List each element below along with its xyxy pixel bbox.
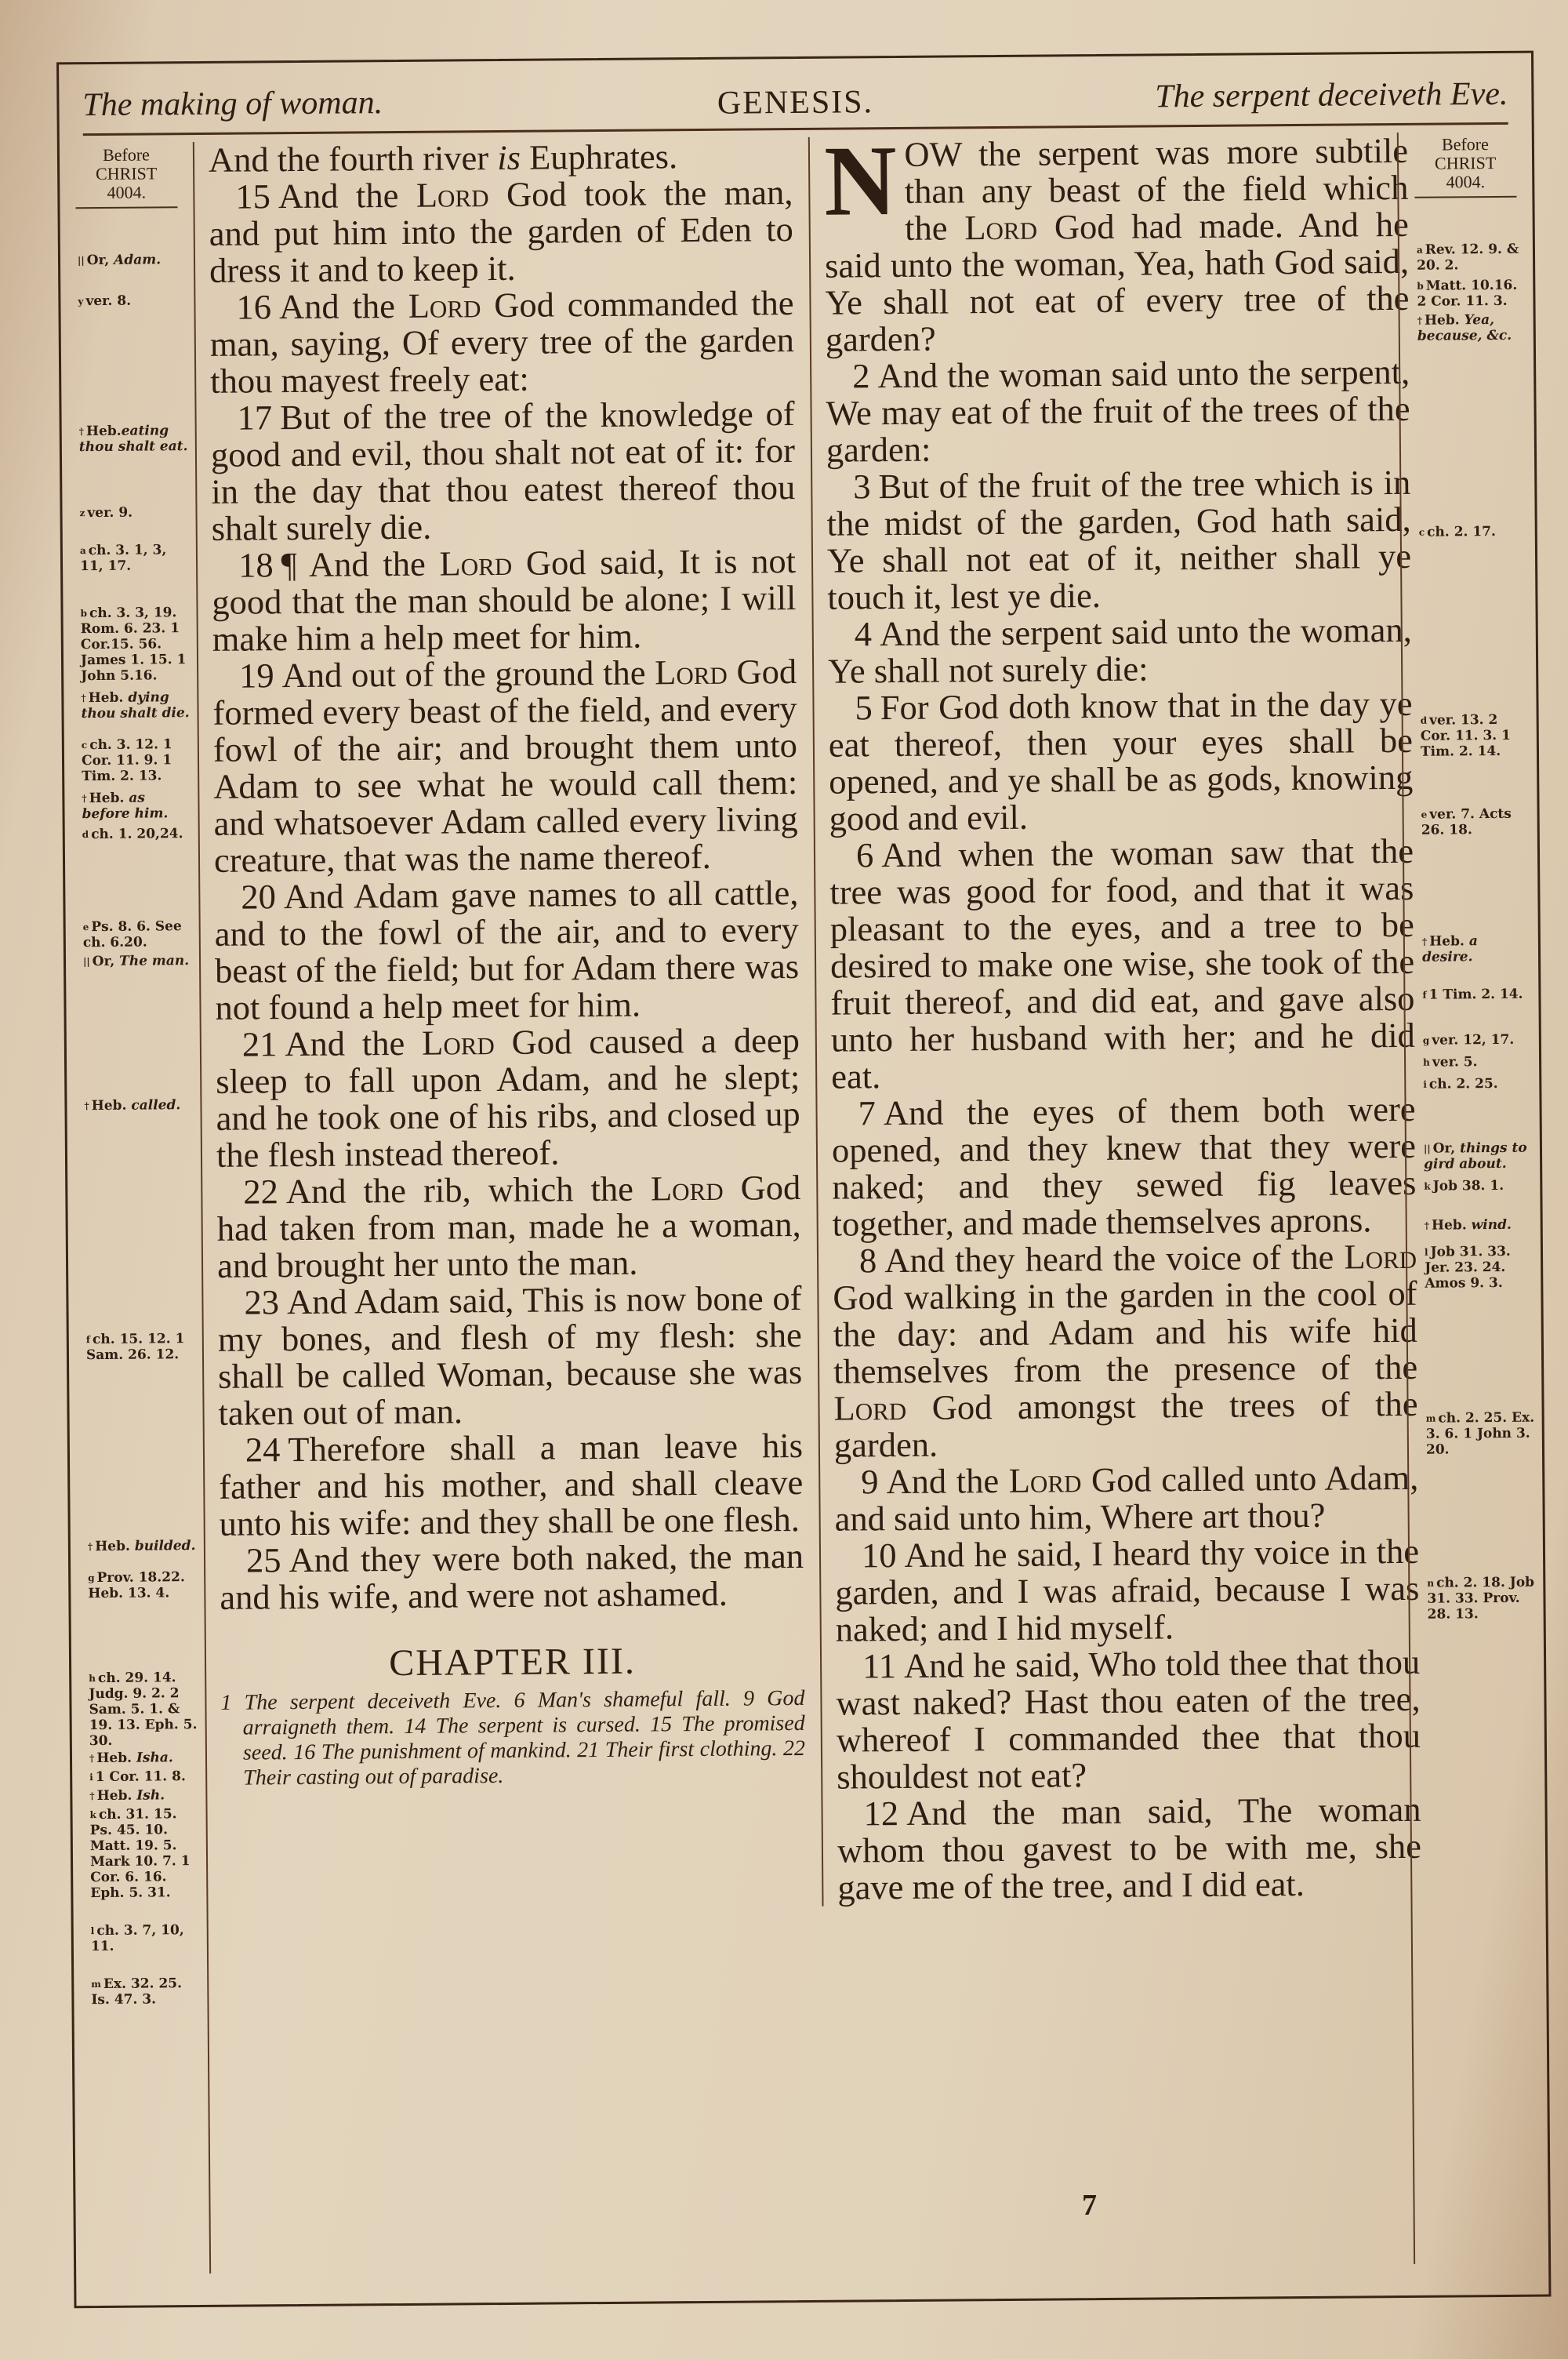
lord-small-caps: Lord xyxy=(833,1387,907,1428)
chapter-2-verses xyxy=(209,174,804,1616)
verse-number: 2 xyxy=(852,356,870,396)
verse-number: 7 xyxy=(858,1093,877,1133)
verse: 17 But of the tree of the knowledge of good and evil, thou shalt not eat of it: for in the day that thou eatest thereof thou shalt surely die. xyxy=(210,394,796,548)
verse: 3 But of the fruit of the tree which is in the midst of the garden, God hath said, Ye shall not eat of it, neither shall ye touch it, lest ye die. xyxy=(826,462,1412,617)
reference-italic: builded. xyxy=(134,1538,196,1554)
margin-reference: $^d$ ver. 13. 2 Cor. 11. 3. 1 Tim. 2. 14. xyxy=(1420,711,1512,760)
lord-small-caps: Lord xyxy=(421,1023,495,1063)
lord-small-caps: Lord xyxy=(408,285,481,325)
verse: 7 And the eyes of them both were opened, and they knew that they were naked; and they sewed fig leaves together, and made themselves aprons. xyxy=(831,1089,1417,1244)
verse: 6 And when the woman saw that the tree was good for food, and that it was pleasant to the eyes, and a tree to be desired to make one wise, she took of the fruit thereof, and did eat, and gave also unto her husband with her; and he did eat. xyxy=(829,831,1416,1096)
reference-mark: g xyxy=(1422,1034,1430,1046)
verse: 25 And they were both naked, the man and his wife, and were not ashamed. xyxy=(220,1536,804,1617)
verse-number: 20 xyxy=(241,877,277,917)
page-number: 7 xyxy=(1082,2189,1097,2222)
verse-number: 23 xyxy=(244,1282,280,1322)
reference-mark: † xyxy=(87,1541,93,1553)
margin-reference: † Heb.eating thou shalt eat. xyxy=(78,423,188,456)
margin-reference: $^b$ Matt. 10.16. 2 Cor. 11. 3. xyxy=(1417,277,1518,310)
verse: 10 And he said, I heard thy voice in the garden, and I was afraid, because I was naked; and I hid myself. xyxy=(835,1531,1420,1649)
reference-italic: as before him. xyxy=(82,790,169,823)
chapter-summary: 1 The serpent deceiveth Eve. 6 Man's shameful fall. 9 God arraigneth them. 14 The serpent is cursed. 15 The promised seed. 16 The punishment of mankind. 21 Their first clothing. 22 Their casting out of paradise. xyxy=(220,1685,806,1790)
lord-small-caps: Lord xyxy=(654,652,728,692)
reference-mark: i xyxy=(89,1772,93,1783)
reference-italic: Ish. xyxy=(136,1787,165,1804)
dating-label: Before xyxy=(1441,134,1489,154)
reference-italic: Yea, because, &c. xyxy=(1417,312,1512,344)
reference-mark: || xyxy=(1423,1143,1431,1154)
lord-small-caps: Lord xyxy=(650,1168,724,1209)
verse: 15 And the Lord God took the man, and put him into the garden of Eden to dress it and to keep it. xyxy=(209,173,793,290)
verse-number: 25 xyxy=(245,1540,281,1580)
verse-number: 22 xyxy=(243,1172,279,1212)
margin-reference: $^z$ ver. 9. xyxy=(79,504,133,522)
chapter-heading: CHAPTER III. xyxy=(389,1640,637,1685)
reference-italic: Adam. xyxy=(114,252,162,268)
running-header xyxy=(82,67,1508,136)
verse-number: 19 xyxy=(238,656,274,696)
reference-italic: The man. xyxy=(119,953,190,969)
dating-label: CHRIST xyxy=(1434,152,1497,173)
margin-reference: $^g$ ver. 12, 17. xyxy=(1422,1031,1515,1049)
verse-number: 4 xyxy=(854,614,873,654)
verse: 24 Therefore shall a man leave his father and his mother, and shall cleave unto his wife: and they shall be one flesh. xyxy=(219,1425,804,1543)
verse: 16 And the Lord God commanded the man, saying, Of every tree of the garden thou mayest freely eat: xyxy=(209,283,795,401)
margin-reference: $^g$ Prov. 18.22. Heb. 13. 4. xyxy=(88,1569,185,1602)
reference-mark: z xyxy=(79,507,85,519)
dating-year: 4004. xyxy=(107,182,147,202)
verse-number: 24 xyxy=(245,1430,281,1470)
verse: 12 And the man said, The woman whom thou gavest to be with me, she gave me of the tree, and I did eat. xyxy=(837,1789,1422,1907)
margin-reference: $^k$ Job 38. 1. xyxy=(1424,1177,1504,1194)
reference-mark: h xyxy=(1423,1056,1430,1068)
left-running-title: The making of woman. xyxy=(82,85,383,124)
verse: NOW the serpent was more subtile than any beast of the field which the Lord God had made. And he said unto the woman, Yea, hath God said, Ye shall not eat of every tree of the garden? xyxy=(823,124,1410,359)
margin-reference: † Heb. Isha. xyxy=(89,1750,173,1767)
margin-reference: || Or, Adam. xyxy=(77,252,162,269)
dating-year: 4004. xyxy=(1446,172,1486,192)
verse-number: 3 xyxy=(853,467,871,507)
reference-mark: † xyxy=(82,793,87,805)
verse: 20 And Adam gave names to all cattle, and to the fowl of the air, and to every beast of the field; but for Adam there was not found a help meet for him. xyxy=(214,872,800,1027)
margin-reference: $^c$ ch. 2. 17. xyxy=(1418,523,1496,540)
reference-mark: k xyxy=(1424,1180,1431,1192)
dating-block-right xyxy=(1414,132,1517,198)
verse: 23 And Adam said, This is now bone of my bones, and flesh of my flesh: she shall be called Woman, because she was taken out of man. xyxy=(217,1278,803,1433)
verse-number: 16 xyxy=(236,287,272,327)
lord-small-caps: Lord xyxy=(1344,1236,1417,1277)
reference-mark: a xyxy=(1416,244,1423,256)
reference-mark: † xyxy=(84,1100,89,1112)
margin-reference: $^i$ 1 Cor. 11. 8. xyxy=(89,1768,186,1786)
margin-reference: $^k$ ch. 31. 15. Ps. 45. 10. Matt. 19. 5. Mark 10. 7. 1 Cor. 6. 16. Eph. 5. 31. xyxy=(89,1806,191,1902)
margin-reference: $^y$ ver. 8. xyxy=(78,293,132,310)
margin-reference: $^d$ ch. 1. 20,24. xyxy=(82,826,183,843)
margin-reference: $^e$ ver. 7. Acts 26. 18. xyxy=(1421,805,1512,838)
margin-reference: $^a$ Rev. 12. 9. & 20. 2. xyxy=(1416,241,1519,274)
reference-mark: † xyxy=(78,426,85,438)
right-margin xyxy=(1397,132,1548,2264)
margin-reference: $^i$ ch. 2. 25. xyxy=(1423,1075,1498,1092)
reference-mark: e xyxy=(1421,809,1428,820)
reference-mark: f xyxy=(1422,989,1427,1001)
reference-mark: † xyxy=(1417,314,1423,326)
reference-mark: † xyxy=(89,1753,95,1765)
verse: 4 And the serpent said unto the woman, Ye shall not surely die: xyxy=(827,609,1412,691)
margin-reference: † Heb. called. xyxy=(84,1097,181,1114)
verse-number: 18 xyxy=(238,545,274,585)
reference-italic: wind. xyxy=(1471,1216,1512,1234)
margin-reference: $^e$ Ps. 8. 6. See ch. 6.20. xyxy=(82,918,182,951)
verse-number: 9 xyxy=(861,1462,879,1502)
verse: 21 And the Lord God caused a deep sleep to fall upon Adam, and he slept; and he took one of his ribs, and closed up the flesh instead thereof. xyxy=(216,1020,800,1175)
margin-reference: † Heb. wind. xyxy=(1424,1216,1512,1234)
reference-mark: c xyxy=(81,740,88,751)
reference-mark: e xyxy=(82,921,89,933)
reference-italic: eating thou shalt eat. xyxy=(78,423,188,456)
reference-italic: Isha. xyxy=(136,1750,173,1766)
reference-mark: l xyxy=(90,1925,95,1937)
verse: 22 And the rib, which the Lord God had taken from man, made he a woman, and brought her unto the man. xyxy=(216,1167,801,1285)
verse: 9 And the Lord God called unto Adam, and said unto him, Where art thou? xyxy=(834,1457,1419,1539)
verse-number: 10 xyxy=(861,1536,897,1576)
text-column-1 xyxy=(209,137,805,1791)
reference-mark: † xyxy=(89,1790,95,1802)
margin-reference: $^c$ ch. 3. 12. 1 Cor. 11. 9. 1 Tim. 2. 13. xyxy=(81,736,172,785)
margin-reference: $^m$ ch. 2. 25. Ex. 3. 6. 1 John 3. 20. xyxy=(1425,1409,1535,1458)
reference-mark: || xyxy=(77,255,85,267)
left-margin xyxy=(60,142,211,2274)
verse: 8 And they heard the voice of the Lord God walking in the garden in the cool of the day: and Adam and his wife hid themselves from the presence of the Lord God amongst the trees of the garden. xyxy=(833,1236,1418,1465)
margin-reference: $^h$ ch. 29. 14. Judg. 9. 2. 2 Sam. 5. 1. & 19. 13. Eph. 5. 30. xyxy=(89,1670,198,1750)
verse: 19 And out of the ground the Lord God formed every beast of the field, and every fowl of the air; and brought them unto Adam to see what he would call them: and whatsoever Adam called every living creature, that was the name thereof. xyxy=(212,652,798,880)
reference-mark: l xyxy=(1424,1246,1428,1258)
margin-reference: † Heb. as before him. xyxy=(82,790,169,823)
verse: 11 And he said, Who told thee that thou wast naked? Hast thou eaten of the tree, whereof I commanded thee that thou shouldest not eat? xyxy=(836,1641,1421,1797)
reference-mark: k xyxy=(89,1809,96,1821)
verse-number: 15 xyxy=(235,176,271,216)
margin-reference: $^f$ ch. 15. 12. 1 Sam. 26. 12. xyxy=(85,1331,185,1364)
dating-label: Before xyxy=(102,144,150,165)
page-frame xyxy=(56,51,1551,2309)
reference-mark: f xyxy=(85,1334,91,1346)
reference-mark: † xyxy=(1421,936,1428,947)
verse-number: 5 xyxy=(855,688,873,728)
reference-mark: m xyxy=(91,1979,102,1990)
verse-number: 17 xyxy=(237,398,273,438)
lord-small-caps: Lord xyxy=(1008,1460,1082,1500)
reference-mark: c xyxy=(1418,526,1425,538)
verse-number: 6 xyxy=(855,835,874,875)
margin-reference: || Or, things to gird about. xyxy=(1423,1140,1527,1172)
reference-mark: † xyxy=(1424,1219,1430,1231)
verse-number: 21 xyxy=(241,1024,278,1064)
verse-number: 11 xyxy=(862,1646,897,1686)
book-title: GENESIS. xyxy=(717,84,874,122)
reference-mark: h xyxy=(89,1673,96,1685)
reference-mark: || xyxy=(82,956,90,968)
verse: 5 For God doth know that in the day ye eat thereof, then your eyes shall be opened, and ye shall be as gods, knowing good and evil. xyxy=(828,683,1414,838)
reference-mark: g xyxy=(88,1572,95,1584)
verse-number: 8 xyxy=(858,1241,877,1281)
margin-reference: $^h$ ver. 5. xyxy=(1423,1054,1478,1070)
reference-mark: d xyxy=(1420,714,1428,726)
verse-2-14-end: And the fourth river is Euphrates. xyxy=(208,136,678,180)
margin-reference: $^f$ 1 Tim. 2. 14. xyxy=(1422,986,1523,1003)
reference-italic: called. xyxy=(131,1097,181,1114)
drop-cap: N xyxy=(823,124,898,237)
margin-reference: $^l$ ch. 3. 7, 10, 11. xyxy=(90,1922,184,1955)
reference-mark: n xyxy=(1427,1577,1435,1589)
reference-mark: d xyxy=(82,829,89,841)
dating-block-left xyxy=(75,142,178,209)
verse-number: 12 xyxy=(863,1794,899,1834)
reference-mark: i xyxy=(1423,1078,1427,1090)
margin-reference: $^l$ Job 31. 33. Jer. 23. 24. Amos 9. 3. xyxy=(1424,1243,1511,1292)
dating-label: CHRIST xyxy=(95,163,158,184)
reference-mark: † xyxy=(81,692,86,704)
reference-italic: dying thou shalt die. xyxy=(81,689,190,722)
reference-mark: m xyxy=(1425,1412,1436,1424)
text-column-2 xyxy=(808,124,1422,1907)
lord-small-caps: Lord xyxy=(416,175,489,215)
chapter-3-verses xyxy=(823,124,1422,1907)
margin-reference: $^b$ ch. 3. 3, 19. Rom. 6. 23. 1 Cor.15. 56. James 1. 15. 1 John 5.16. xyxy=(80,605,187,685)
margin-reference: $^n$ ch. 2. 18. Job 31. 33. Prov. 28. 13. xyxy=(1427,1574,1535,1623)
lord-small-caps: Lord xyxy=(439,543,513,583)
verse: 2 And the woman said unto the serpent, We may eat of the fruit of the trees of the garden: xyxy=(826,351,1410,470)
right-running-title: The serpent deceiveth Eve. xyxy=(1155,75,1508,115)
reference-italic: things to gird about. xyxy=(1424,1140,1527,1172)
margin-reference: † Heb. Yea, because, &c. xyxy=(1417,312,1512,344)
reference-mark: y xyxy=(78,296,84,307)
margin-reference: † Heb. a desire. xyxy=(1421,933,1478,965)
lord-small-caps: Lord xyxy=(964,207,1038,248)
reference-mark: a xyxy=(79,545,86,557)
margin-reference: † Heb. builded. xyxy=(87,1538,196,1555)
reference-italic: a desire. xyxy=(1421,933,1478,965)
margin-reference: || Or, The man. xyxy=(82,953,190,970)
margin-reference: † Heb. Ish. xyxy=(89,1787,165,1805)
margin-reference: $^m$ Ex. 32. 25. Is. 47. 3. xyxy=(91,1976,183,2008)
margin-reference: $^a$ ch. 3. 1, 3, 11, 17. xyxy=(79,542,167,575)
reference-mark: b xyxy=(80,608,87,620)
reference-mark: b xyxy=(1417,280,1424,292)
verse: 18 ¶ And the Lord God said, It is not good that the man should be alone; I will make him a help meet for him. xyxy=(212,541,797,659)
margin-reference: † Heb. dying thou shalt die. xyxy=(81,689,190,722)
